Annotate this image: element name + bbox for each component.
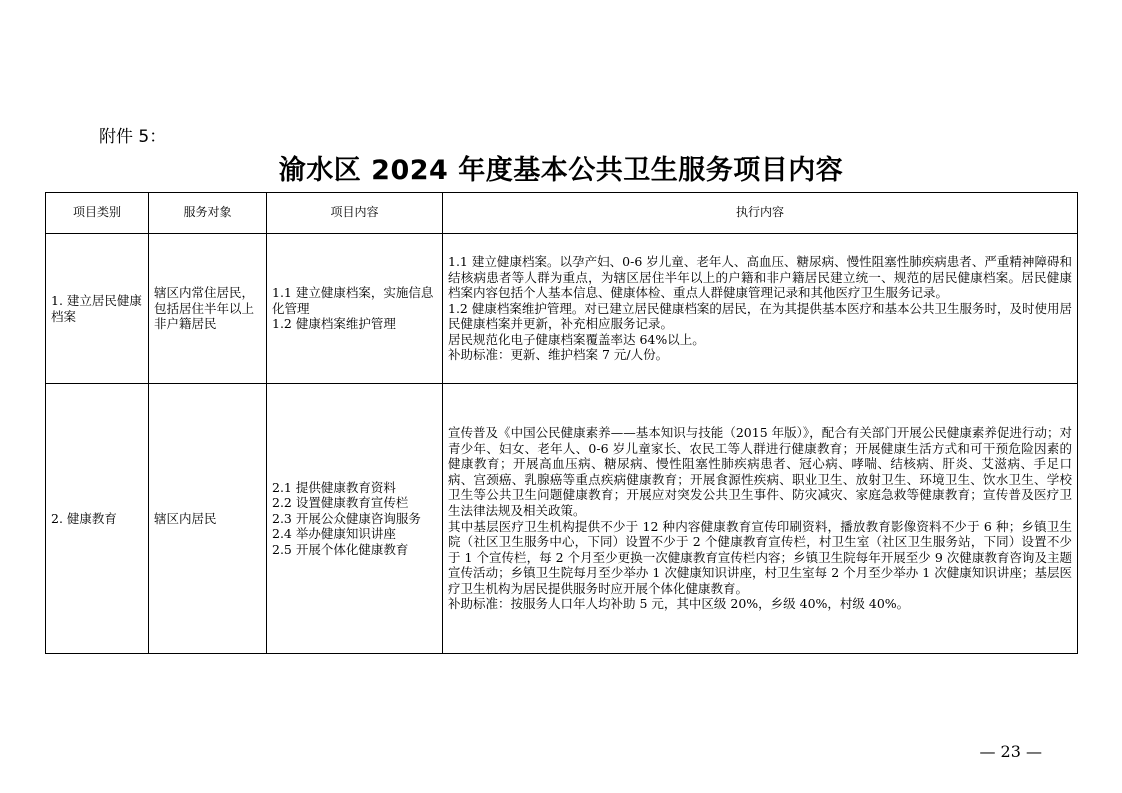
content-item: 2.1 提供健康教育资料 <box>272 479 396 495</box>
content-item: 2.4 举办健康知识讲座 <box>272 526 396 542</box>
execution-paragraph: 居民规范化电子健康档案覆盖率达 64%以上。 <box>448 331 705 347</box>
row-content <box>267 384 443 654</box>
header-content: 项目内容 <box>267 193 443 234</box>
page-title: 渝水区 2024 年度基本公共卫生服务项目内容 <box>278 155 844 186</box>
service-table <box>45 192 1078 654</box>
header-category: 项目类别 <box>46 193 149 234</box>
row-execution <box>443 384 1078 654</box>
execution-paragraph: 宣传普及《中国公民健康素养——基本知识与技能（2015 年版）》，配合有关部门开展公民健康素养促进行动；对青少年、妇女、老年人、0-6 岁儿童家长、农民工等人群进行健康教育；开展健康生活方式和可干预危险因素的健康教育；开展高血压病、糖尿病、慢性阻塞性肺疾病患者、冠心病、哮喘、结核病、肝炎、艾滋病、手足口病、宫颈癌、乳腺癌等重点疾病健康教育；开展食源性疾病、职业卫生、放射卫生、环境卫生、饮水卫生、学校卫生等公共卫生问题健康教育；开展应对突发公共卫生事件、防灾减灾、家庭急救等健康教育；宣传普及医疗卫生法律法规及相关政策。 <box>448 424 1072 518</box>
content-item: 1.2 健康档案维护管理 <box>272 316 396 332</box>
execution-paragraph: 补助标准：更新、维护档案 7 元/人份。 <box>448 347 669 363</box>
row-category: 2. 健康教育 <box>46 384 149 654</box>
execution-paragraph: 其中基层医疗卫生机构提供不少于 12 种内容健康教育宣传印刷资料，播放教育影像资料不少于 6 种；乡镇卫生院（社区卫生服务中心，下同）设置不少于 2 个健康教育宣传栏，村卫生室（社区卫生服务站，下同）设置不少于 1 个宣传栏，每 2 个月至少更换一次健康教育宣传栏内容；乡镇卫生院每年开展至少 9 次健康教育咨询及主题宣传活动；乡镇卫生院每月至少举办 1 次健康知识讲座，村卫生室每 2 个月至少举办 1 次健康知识讲座；基层医疗卫生机构为居民提供服务时应开展个体化健康教育。 <box>448 518 1072 596</box>
attachment-label: 附件 5： <box>99 127 167 147</box>
execution-paragraph: 1.2 健康档案维护管理。对已建立居民健康档案的居民，在为其提供基本医疗和基本公共卫生服务时，及时使用居民健康档案并更新，补充相应服务记录。 <box>448 300 1072 332</box>
content-item: 1.1 建立健康档案，实施信息化管理 <box>272 285 434 316</box>
page-number: — 23 — <box>979 742 1042 761</box>
content-item: 2.3 开展公众健康咨询服务 <box>272 510 421 526</box>
row-target: 辖区内居民 <box>149 384 267 654</box>
row-content <box>267 234 443 384</box>
table-row <box>46 384 1078 654</box>
content-item: 2.5 开展个体化健康教育 <box>272 541 409 557</box>
row-target: 辖区内常住居民，包括居住半年以上非户籍居民 <box>149 234 267 384</box>
execution-paragraph: 补助标准：按服务人口年人均补助 5 元，其中区级 20%，乡级 40%，村级 40%。 <box>448 596 910 612</box>
table-header-row <box>46 193 1078 234</box>
row-category: 1. 建立居民健康档案 <box>46 234 149 384</box>
row-execution <box>443 234 1078 384</box>
table-row <box>46 234 1078 384</box>
execution-paragraph: 1.1 建立健康档案。以孕产妇、0-6 岁儿童、老年人、高血压、糖尿病、慢性阻塞性肺疾病患者、严重精神障碍和结核病患者等人群为重点，为辖区居住半年以上的户籍和非户籍居民建立统一、规范的居民健康档案。居民健康档案内容包括个人基本信息、健康体检、重点人群健康管理记录和其他医疗卫生服务记录。 <box>448 253 1072 301</box>
header-target: 服务对象 <box>149 193 267 234</box>
content-item: 2.2 设置健康教育宣传栏 <box>272 495 409 511</box>
header-execution: 执行内容 <box>443 193 1078 234</box>
